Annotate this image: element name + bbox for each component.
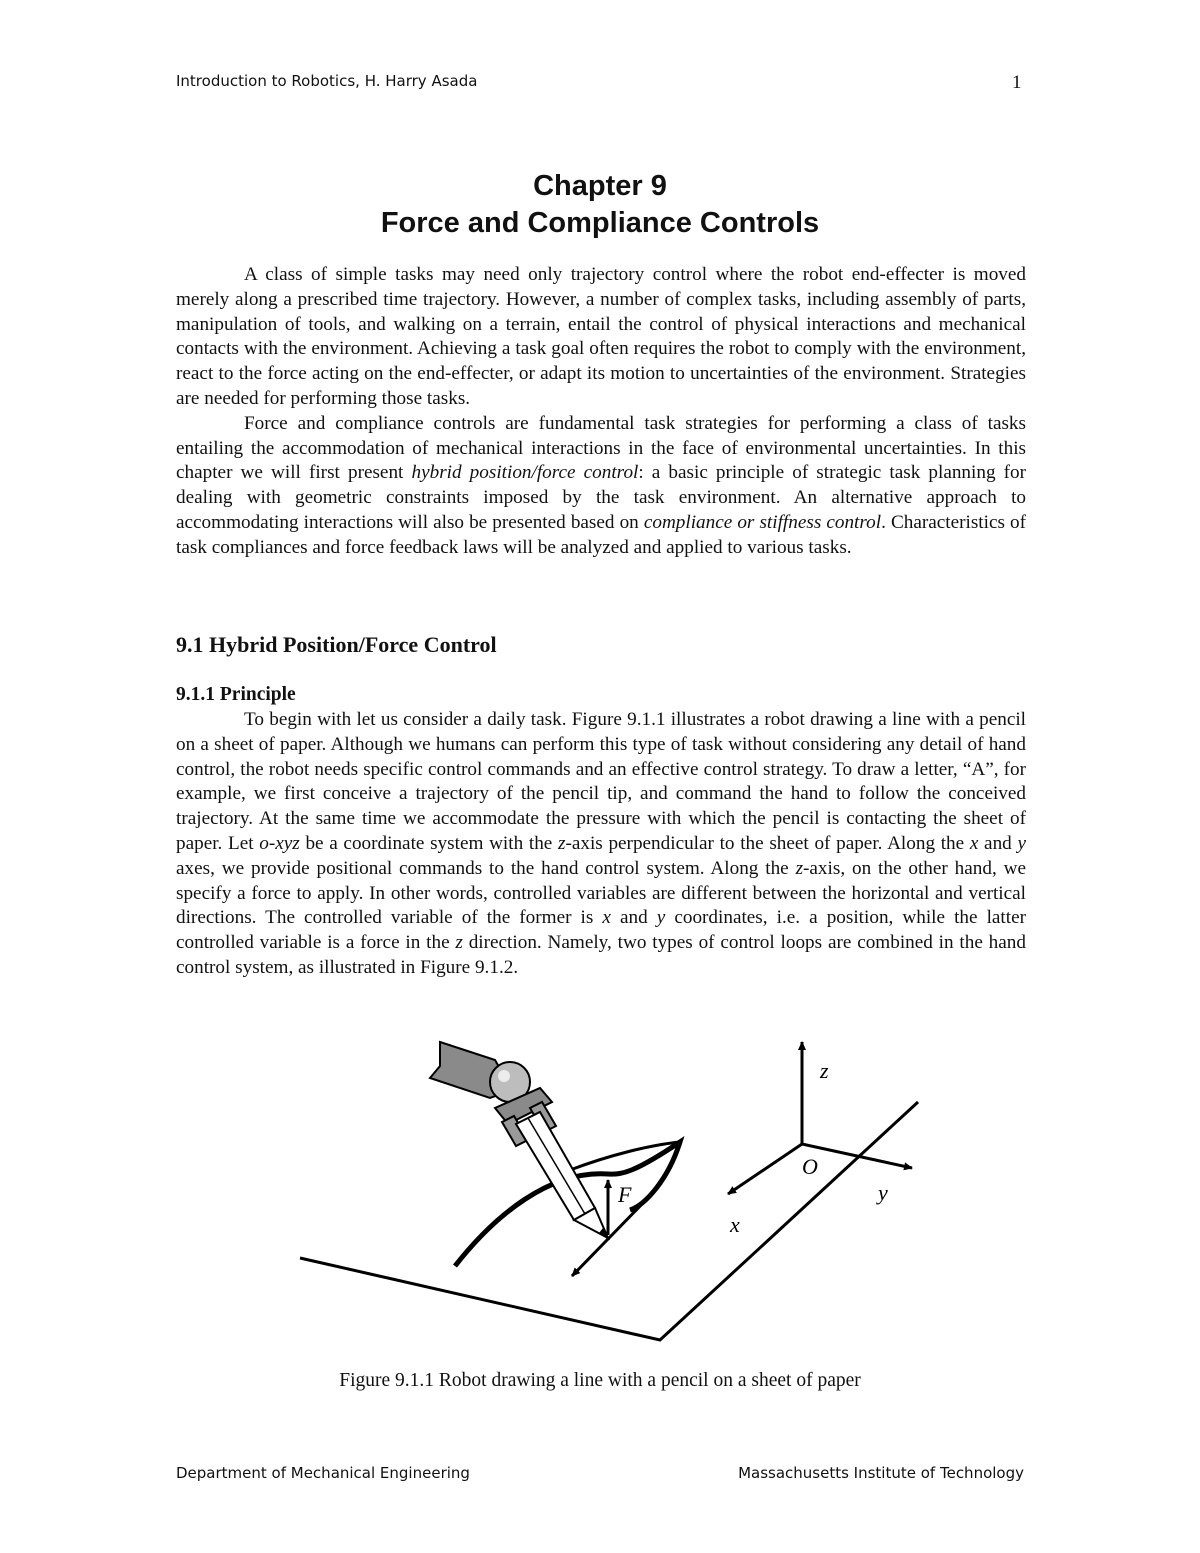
origin-label: O bbox=[802, 1154, 818, 1179]
figure-robot-drawing bbox=[290, 1030, 930, 1360]
intro-text bbox=[176, 263, 1026, 561]
figure-caption: Figure 9.1.1 Robot drawing a line with a pencil on a sheet of paper bbox=[339, 1370, 861, 1391]
principle-text bbox=[176, 708, 1026, 981]
intro-paragraph-1: A class of simple tasks may need only trajectory control where the robot end-effecter is moved merely along a prescribed time trajectory. However, a number of complex tasks, including assembly of parts, manipulation of tools, and walking on a terrain, entail the control of physical interactions and mechanical contacts with the environment. Achieving a task goal often requires the robot to comply with the environment, react to the force acting on the end-effecter, or adapt its motion to uncertainties of the environment. Strategies are needed for performing those tasks. bbox=[176, 264, 1026, 409]
footer-department: Department of Mechanical Engineering bbox=[176, 1464, 470, 1482]
x-axis bbox=[728, 1144, 802, 1194]
emphasis-hybrid-control: hybrid position/force control bbox=[411, 462, 639, 484]
chapter-title bbox=[0, 168, 1200, 242]
force-label: F bbox=[618, 1182, 632, 1207]
y-label: y bbox=[878, 1180, 888, 1205]
chapter-name: Force and Compliance Controls bbox=[380, 207, 820, 239]
footer-institution: Massachusetts Institute of Technology bbox=[738, 1464, 1024, 1482]
robot-arm bbox=[430, 1042, 530, 1102]
emphasis-compliance-control: compliance or stiffness control bbox=[643, 511, 882, 533]
subsection-heading: 9.1.1 Principle bbox=[176, 684, 296, 705]
x-label: x bbox=[730, 1212, 740, 1237]
intro-paragraph-2: Force and compliance controls are fundamental task strategies for performing a class of tasks entailing the accommodation of mechanical interactions in the face of environmental uncertainties. In this chapter we will first present hybrid position/force control: a basic principle of strategic task planning for dealing with geometric constraints imposed by the task environment. An alternative approach to accommodating interactions will also be presented based on compliance or stiffness control. Characteristics of task compliances and force feedback laws will be analyzed and applied to various tasks. bbox=[176, 412, 1027, 558]
page-number: 1 bbox=[1012, 72, 1022, 93]
z-label: z bbox=[820, 1058, 829, 1083]
section-heading: 9.1 Hybrid Position/Force Control bbox=[176, 632, 497, 657]
running-header: Introduction to Robotics, H. Harry Asada bbox=[176, 72, 478, 90]
y-axis bbox=[802, 1144, 912, 1168]
chapter-number: Chapter 9 bbox=[533, 170, 667, 202]
principle-paragraph: To begin with let us consider a daily task. Figure 9.1.1 illustrates a robot drawing a line with a pencil on a sheet of paper. Although we humans can perform this type of task without considering any detail of hand control, the robot needs specific control commands and an effective control strategy. To draw a letter, “A”, for example, we first conceive a trajectory of the pencil tip, and command the hand to follow the conceived trajectory. At the same time we accommodate the pressure with which the pencil is contacting the sheet of paper. Let o-xyz be a coordinate system with the z-axis perpendicular to the sheet of paper. Along the x and y axes, we provide positional commands to the hand control system. Along the z-axis, on the other hand, we specify a force to apply. In other words, controlled variables are different between the horizontal and vertical directions. The controlled variable of the former is x and y coordinates, i.e. a position, while the latter controlled variable is a force in the z direction. Namely, two types of control loops are combined in the hand control system, as illustrated in Figure 9.1.2. bbox=[176, 709, 1026, 978]
